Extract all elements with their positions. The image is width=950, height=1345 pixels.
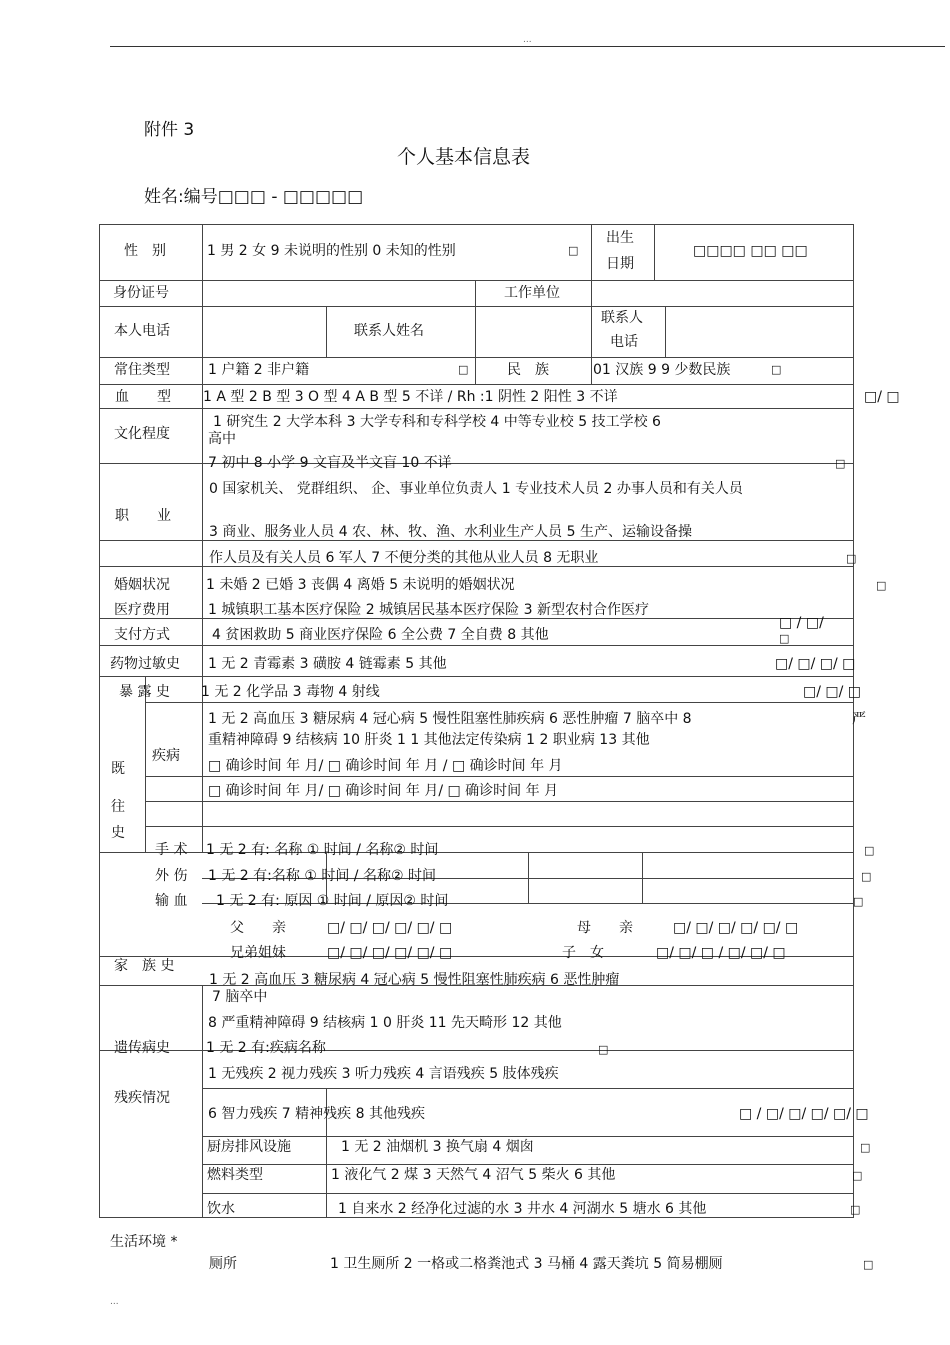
disability-options: 6 智力残疾 7 精神残疾 8 其他残疾 [208,1106,425,1122]
nationality-options: 01 汉族 9 9 少数民族 [593,362,731,378]
family-history-label: 家 族 史 [114,958,175,974]
trauma-options: 1 无 2 有:名称 ① 时间 / 名称② 时间 [208,868,436,884]
drug-allergy-options: 1 无 2 青霉素 3 磺胺 4 链霉素 5 其他 [208,656,447,672]
disease-diagnosis-line[interactable]: □ 确诊时间 年 月/ □ 确诊时间 年 月/ □ 确诊时间 年 月 [208,783,559,799]
rule [642,852,643,903]
contact-name-label: 联系人姓名 [354,323,424,339]
nationality-checkbox[interactable]: □ [771,363,782,376]
phone-field[interactable] [203,307,325,356]
bottom-dots: ... [110,1297,119,1307]
rule [202,1164,854,1165]
genetic-history-options: 1 无 2 有:疾病名称 [206,1040,326,1056]
father-label: 父 亲 [230,920,286,936]
marital-status-checkbox[interactable]: □ [876,579,887,592]
birth-date-label: 日期 [606,256,634,272]
disease-options: 重精神障碍 9 结核病 10 肝炎 1 1 其他法定传染病 1 2 职业病 13 其他 [208,732,650,748]
rule [145,826,854,827]
drug-allergy-checkbox[interactable]: □/ □/ □/ □ [775,656,856,672]
occupation-options: 0 国家机关、 党群组织、 企、事业单位负责人 1 专业技术人员 2 办事人员和有关人员 [209,481,743,497]
rule [528,852,529,903]
contact-name-field[interactable] [476,307,590,356]
occupation-options: 作人员及有关人员 6 军人 7 不便分类的其他从业人员 8 无职业 [209,550,599,566]
genetic-history-checkbox[interactable]: □ [598,1043,609,1056]
disease-diagnosis-line[interactable]: □ 确诊时间 年 月/ □ 确诊时间 年 月 / □ 确诊时间 年 月 [208,758,563,774]
rule [145,676,146,852]
sibling-checkboxes[interactable]: □/ □/ □/ □/ □/ □ [327,945,453,961]
transfusion-label: 输 血 [155,893,188,909]
children-label: 子 女 [562,945,604,961]
contact-phone-field[interactable] [666,307,853,356]
marital-status-options: 1 未婚 2 已婚 3 丧偶 4 离婚 5 未说明的婚姻状况 [206,577,515,593]
sibling-label: 兄弟姐妹 [230,945,286,961]
rule [99,618,854,619]
children-checkboxes[interactable]: □/ □/ □ / □/ □/ □ [656,945,786,961]
work-unit-label: 工作单位 [504,285,560,301]
contact-phone-label: 电话 [610,334,638,350]
drinking-water-checkbox[interactable]: □ [850,1203,861,1216]
rule [99,676,854,677]
transfusion-options: 1 无 2 有: 原因 ① 时间 / 原因② 时间 [216,893,449,909]
exposure-history-label: 暴 露 史 [119,684,170,700]
family-history-options: 8 严重精神障碍 9 结核病 1 0 肝炎 11 先天畸形 12 其他 [208,1015,562,1031]
rule [99,224,854,225]
fuel-type-options: 1 液化气 2 煤 3 天然气 4 沼气 5 柴火 6 其他 [331,1167,616,1183]
medical-payment-label: 支付方式 [114,627,170,643]
id-number-label: 身份证号 [113,285,169,301]
disability-options: 1 无残疾 2 视力残疾 3 听力残疾 4 言语残疾 5 肢体残疾 [208,1066,559,1082]
rule [591,306,592,384]
rule [145,776,854,777]
education-checkbox[interactable]: □ [835,457,846,470]
rule [99,1217,854,1218]
rule [99,357,854,358]
disease-options-tail: 严 [852,711,866,727]
past-history-label: 往 [111,799,125,815]
family-history-options: 7 脑卒中 [212,989,268,1005]
occupation-options: 3 商业、服务业人员 4 农、林、牧、渔、水利业生产人员 5 生产、运输设备操 [209,524,692,540]
mother-checkboxes[interactable]: □/ □/ □/ □/ □/ □ [673,920,799,936]
medical-payment-checkbox[interactable]: □ / □/ [779,615,824,631]
rule [99,645,854,646]
kitchen-exhaust-options: 1 无 2 油烟机 3 换气扇 4 烟囱 [341,1139,534,1155]
blood-type-checkbox[interactable]: □/ □ [864,389,900,405]
rule [202,1136,854,1137]
drinking-water-options: 1 自来水 2 经净化过滤的水 3 井水 4 河湖水 5 塘水 6 其他 [338,1201,707,1217]
disease-options: 1 无 2 高血压 3 糖尿病 4 冠心病 5 慢性阻塞性肺疾病 6 恶性肿瘤 7 脑卒中 8 [208,711,692,727]
disability-checkboxes[interactable]: □ / □/ □/ □/ □/ □ [739,1106,869,1122]
work-unit-field[interactable] [592,281,853,305]
drug-allergy-label: 药物过敏史 [110,656,180,672]
rule [99,408,854,409]
rule [654,224,655,280]
page-title: 个人基本信息表 [397,146,531,168]
trauma-label: 外 伤 [155,868,188,884]
birth-date-field[interactable]: □□□□ □□ □□ [693,243,808,259]
disease-label: 疾病 [152,748,180,764]
birth-date-label: 出生 [606,230,634,246]
disability-label: 残疾情况 [114,1090,170,1106]
transfusion-checkbox[interactable]: □ [853,895,864,908]
id-number-field[interactable] [203,281,474,305]
rule [326,306,327,357]
genetic-history-label: 遗传病史 [114,1040,170,1056]
rule [99,540,854,541]
gender-label: 性 别 [124,243,166,259]
drinking-water-label: 饮水 [207,1201,235,1217]
toilet-checkbox[interactable]: □ [863,1258,874,1271]
top-dots: ... [523,35,532,45]
phone-label: 本人电话 [114,323,170,339]
family-history-options: 1 无 2 高血压 3 糖尿病 4 冠心病 5 慢性阻塞性肺疾病 6 恶性肿瘤 [209,972,620,988]
exposure-history-options: 1 无 2 化学品 3 毒物 4 射线 [201,684,380,700]
residence-checkbox[interactable]: □ [458,363,469,376]
exposure-history-checkbox[interactable]: □/ □/ □ [803,684,862,700]
occupation-label: 职 业 [115,508,171,524]
medical-payment-options: 1 城镇职工基本医疗保险 2 城镇居民基本医疗保险 3 新型农村合作医疗 [208,602,649,618]
surgery-options: 1 无 2 有: 名称 ① 时间 / 名称② 时间 [206,842,439,858]
trauma-checkbox[interactable]: □ [861,870,872,883]
education-options: 高中 [208,431,236,447]
education-options: 7 初中 8 小学 9 文盲及半文盲 10 不详 [208,455,452,471]
rule [202,1193,854,1194]
mother-label: 母 亲 [577,920,633,936]
medical-payment-label: 医疗费用 [114,602,170,618]
residence-type-label: 常住类型 [114,362,170,378]
kitchen-exhaust-checkbox[interactable]: □ [860,1141,871,1154]
education-options: 1 研究生 2 大学本科 3 大学专科和专科学校 4 中等专业校 5 技工学校 6 [213,414,661,430]
blood-type-label: 血 型 [115,389,171,405]
gender-checkbox[interactable]: □ [568,244,579,257]
living-environment-label: 生活环境 * [110,1234,178,1250]
education-label: 文化程度 [114,426,170,442]
kitchen-exhaust-label: 厨房排风设施 [207,1139,291,1155]
rule [99,384,854,385]
medical-payment-options: 4 贫困救助 5 商业医疗保险 6 全公费 7 全自费 8 其他 [212,627,549,643]
rule [145,801,854,802]
surgery-label: 手 术 [155,842,188,858]
table-left-border [99,224,100,1218]
marital-status-label: 婚姻状况 [114,577,170,593]
top-rule [110,46,945,47]
past-history-label: 史 [111,825,125,841]
rule [145,702,854,703]
gender-options: 1 男 2 女 9 未说明的性别 0 未知的性别 [207,243,456,259]
attachment-label: 附件 3 [144,120,195,140]
occupation-checkbox[interactable]: □ [846,552,857,565]
past-history-label: 既 [111,761,125,777]
fuel-type-checkbox[interactable]: □ [852,1169,863,1182]
rule [99,566,854,567]
toilet-options: 1 卫生厕所 2 一格或二格粪池式 3 马桶 4 露天粪坑 5 简易棚厕 [330,1256,723,1272]
surgery-checkbox[interactable]: □ [864,844,875,857]
residence-options: 1 户籍 2 非户籍 [208,362,310,378]
rule [202,985,203,1217]
contact-phone-label: 联系人 [601,310,643,326]
fuel-type-label: 燃料类型 [207,1167,263,1183]
blood-type-options: 1 A 型 2 B 型 3 O 型 4 A B 型 5 不详 / Rh :1 阴性 2 阳性 3 不详 [203,389,618,405]
toilet-label: 厕所 [209,1256,237,1272]
father-checkboxes[interactable]: □/ □/ □/ □/ □/ □ [327,920,453,936]
nationality-label: 民 族 [507,362,549,378]
medical-payment-checkbox[interactable]: □ [779,632,790,645]
rule [202,1088,854,1089]
name-number-line: 姓名:编号□□□ - □□□□□ [144,187,364,207]
